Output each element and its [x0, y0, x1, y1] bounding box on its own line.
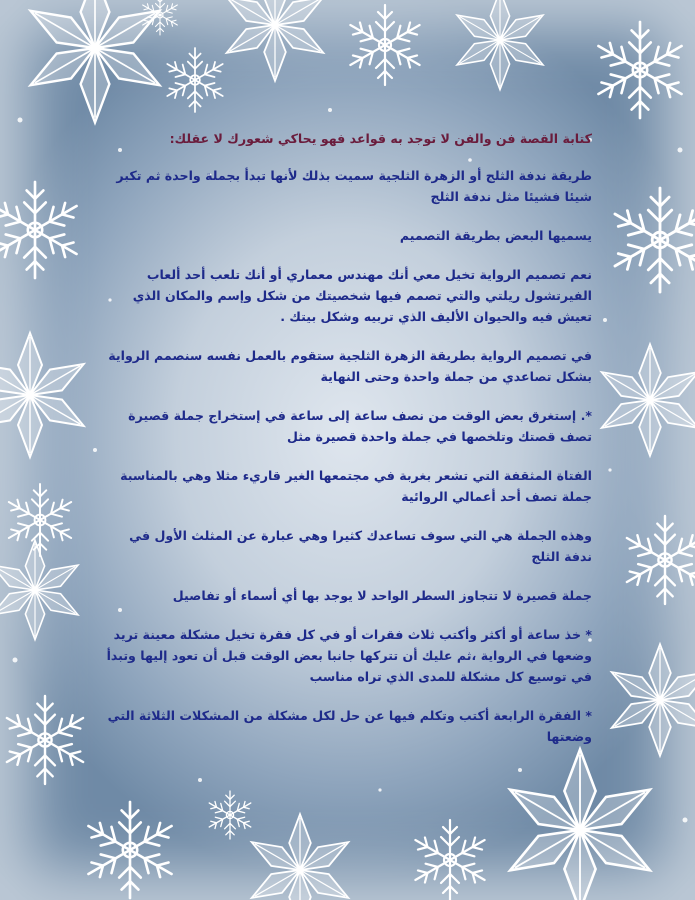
star-snowflake-icon — [452, 0, 548, 90]
snowflake-icon — [2, 696, 88, 784]
snowflake-icon — [593, 22, 687, 118]
star-snowflake-icon — [246, 814, 353, 900]
paragraph: نعم تصميم الرواية تخيل معي أنك مهندس معماري أو أنك تلعب أحد ألعاب الفيرتشول ريلتي والتي تصمم فيها شخصيتك من شكل وإسم والمكان الذي تعيش فيه والحيوان الأليف الذي تربيه وشكل بيتك . — [132, 267, 592, 324]
star-snowflake-icon — [596, 344, 695, 456]
star-snowflake-icon — [502, 749, 657, 900]
snowflake-icon — [0, 182, 82, 278]
paragraph: *. إستغرق بعض الوقت من نصف ساعة إلى ساعة في إستخراج جملة قصيرة تصف قصتك وتلخصها في جملة واحدة قصيرة مثل — [128, 408, 592, 444]
paragraph: في تصميم الرواية بطريقة الزهرة الثلجية ستقوم بالعمل نفسه سنصمم الرواية بشكل تصاعدي من جملة واحدة وحتى النهاية — [108, 348, 592, 384]
snowflake-icon — [164, 48, 227, 112]
snowflake-icon — [609, 188, 695, 292]
paragraph: * الفقرة الرابعة أكتب وتكلم فيها عن حل لكل مشكلة من المشكلات الثلاثة التي وضعتها — [107, 708, 592, 744]
snowflake-icon — [5, 484, 75, 556]
star-snowflake-icon — [606, 644, 695, 756]
snowflake-icon — [83, 802, 177, 898]
star-snowflake-icon — [0, 333, 90, 457]
paragraph: وهذه الجملة هي التي سوف تساعدك كثيرا وهي عبارة عن المثلث الأول في ندفة الثلج — [129, 528, 592, 564]
paragraph: يسميها البعض بطريقة التصميم — [399, 228, 592, 243]
paragraph: طريقة ندفة الثلج أو الزهرة الثلجية سميت بذلك لأنها تبدأ بجملة واحدة ثم تكبر شيئا فشيئا مثل ندفة الثلج — [116, 168, 592, 204]
snowflake-icon — [346, 5, 424, 85]
paragraph: الفتاة المثقفة التي تشعر بغربة في مجتمعها الغير قاريء مثلا وهي بالمناسبة جملة تصف أحد أعمالي الروائية — [120, 468, 592, 504]
snowflake-icon — [411, 820, 489, 900]
snowflake-icon — [207, 791, 254, 839]
star-snowflake-icon — [221, 0, 328, 81]
paragraph: جملة قصيرة لا تتجاوز السطر الواحد لا يوجد بها أي أسماء أو تفاصيل — [172, 588, 592, 603]
document-title: كتابة القصة فن والفن لا توجد به قواعد فهو يحاكي شعورك لا عقلك: — [169, 131, 592, 146]
star-snowflake-icon — [23, 0, 166, 122]
document-body — [100, 128, 592, 765]
snowflake-icon — [622, 516, 695, 604]
paragraph: * خذ ساعة أو أكثر وأكتب ثلاث فقرات أو في كل فقرة تخيل مشكلة معينة تريد وضعها في الرواية ،ثم عليك أن تتركها جانبا بعض الوقت قبل أن تعود إليها وتبدأ في توسيع كل مشكلة للمدى الذي تراه مناسب — [106, 627, 592, 684]
star-snowflake-icon — [0, 540, 83, 639]
